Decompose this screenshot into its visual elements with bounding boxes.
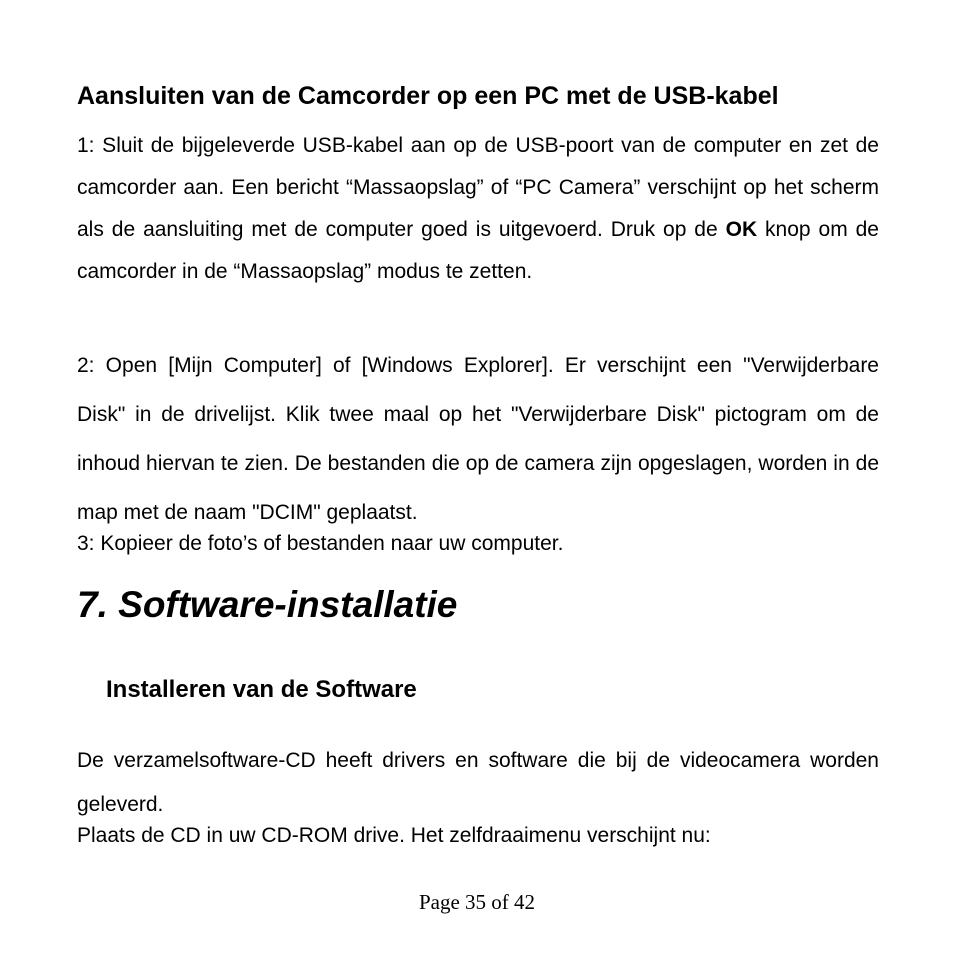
step-1-paragraph [77, 125, 879, 293]
step-1-text-start: 1: Sluit de bijgeleverde USB-kabel aan op de USB-poort van de computer en zet de camcorder aan. Een bericht “Massaopslag” of “PC Camera” verschijnt op het scherm als de aansluiting met de computer goed is uitgevoerd. Druk op de [77, 134, 879, 241]
section-heading: Aansluiten van de Camcorder op een PC met de USB-kabel [77, 82, 779, 110]
step-2-paragraph: 2: Open [Mijn Computer] of [Windows Explorer]. Er verschijnt een "Verwijderbare Disk" in de drivelijst. Klik twee maal op het "Verwijderbare Disk" pictogram om de inhoud hiervan te zien. De bestanden die op de camera zijn opgeslagen, worden in de map met de naam "DCIM" geplaatst. [77, 354, 879, 524]
chapter-heading: 7. Software-installatie [77, 584, 458, 625]
software-cd-paragraph: De verzamelsoftware-CD heeft drivers en software die bij de videocamera worden geleverd. [77, 749, 879, 816]
insert-cd-paragraph: Plaats de CD in uw CD-ROM drive. Het zelfdraaimenu verschijnt nu: [77, 824, 711, 847]
ok-button-label: OK [725, 218, 758, 241]
subsection-heading: Installeren van de Software [106, 676, 417, 703]
step-3-paragraph: 3: Kopieer de foto’s of bestanden naar uw computer. [77, 532, 564, 555]
page-number: Page 35 of 42 [418, 890, 536, 914]
step-1-text-end: knop om de camcorder in de “Massaopslag” modus te zetten. [77, 218, 879, 283]
